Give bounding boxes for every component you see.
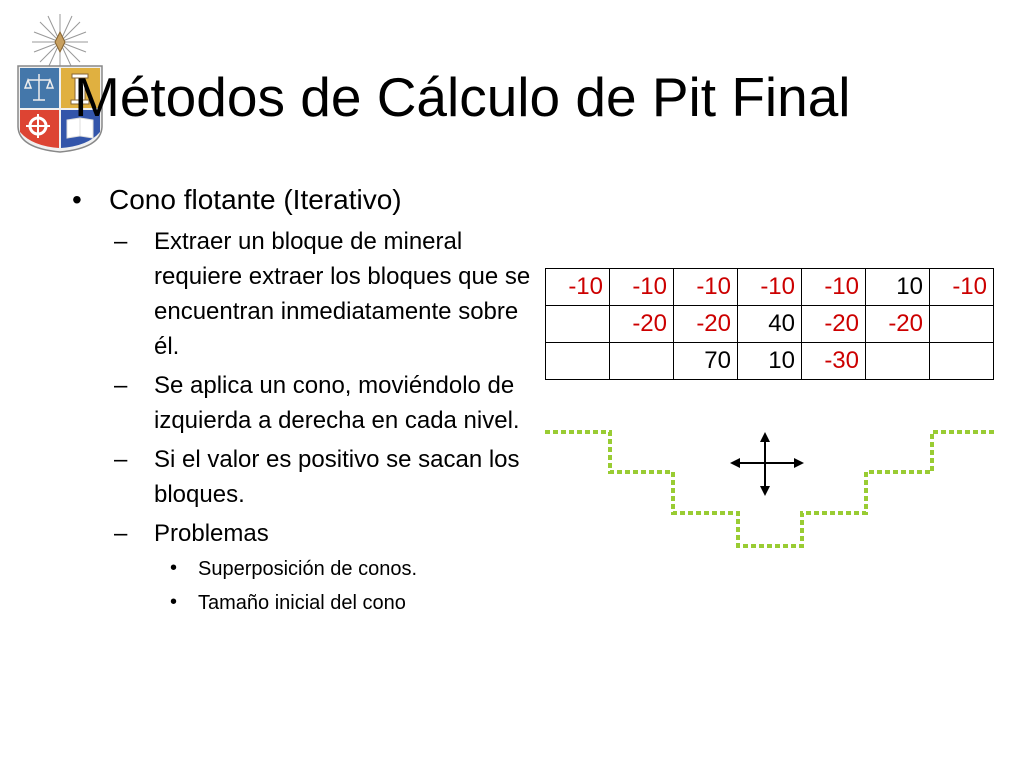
sub-bullet-item [114, 516, 532, 551]
four-direction-arrows-icon [730, 432, 804, 496]
sub-bullet-text: Se aplica un cono, moviéndolo de izquierda a derecha en cada nivel. [154, 372, 520, 434]
sub-bullet-text: Extraer un bloque de mineral requiere extraer los bloques que se encuentran inmediatamente sobre él. [154, 228, 531, 360]
block-cell: -20 [802, 306, 866, 343]
sub-sub-bullet-item [170, 554, 532, 585]
sub-bullet-text: Problemas [154, 520, 269, 547]
block-cell: -20 [610, 306, 674, 343]
block-model-grid [545, 268, 994, 380]
block-cell: -10 [610, 269, 674, 306]
block-cell: -10 [802, 269, 866, 306]
sub-sub-bullet-marker: • [170, 591, 178, 613]
grid-row [546, 306, 994, 343]
block-cell: -30 [802, 343, 866, 380]
block-cell: 10 [866, 269, 930, 306]
floating-cone-diagram [540, 420, 1010, 560]
block-cell: -10 [674, 269, 738, 306]
block-cell: -10 [930, 269, 994, 306]
bullet-list [72, 180, 532, 619]
block-cell: 40 [738, 306, 802, 343]
block-cell [930, 343, 994, 380]
block-cell: -10 [546, 269, 610, 306]
bullet-text: Cono flotante (Iterativo) [109, 184, 402, 215]
sub-bullet-item [114, 442, 532, 512]
block-cell [546, 306, 610, 343]
slide-title: Métodos de Cálculo de Pit Final [74, 66, 851, 128]
bullet-item [72, 180, 532, 220]
sub-bullet-marker: – [114, 228, 128, 255]
block-cell [866, 343, 930, 380]
block-cell: 70 [674, 343, 738, 380]
sub-sub-bullet-text: Superposición de conos. [198, 558, 418, 580]
sub-sub-bullet-text: Tamaño inicial del cono [198, 592, 406, 614]
block-cell: -20 [674, 306, 738, 343]
sub-sub-bullet-marker: • [170, 557, 178, 579]
sub-bullet-item [114, 224, 532, 364]
sub-sub-bullet-item [170, 588, 532, 619]
block-cell: 10 [738, 343, 802, 380]
pit-outline-step [545, 432, 997, 546]
grid-row [546, 343, 994, 380]
bullet-marker: • [72, 184, 82, 215]
block-cell: -20 [866, 306, 930, 343]
grid-row [546, 269, 994, 306]
block-cell [930, 306, 994, 343]
sub-bullet-marker: – [114, 446, 128, 473]
sub-bullet-item [114, 368, 532, 438]
block-cell: -10 [738, 269, 802, 306]
block-cell [546, 343, 610, 380]
block-cell [610, 343, 674, 380]
sub-bullet-marker: – [114, 372, 128, 399]
sub-bullet-marker: – [114, 520, 128, 547]
sub-bullet-text: Si el valor es positivo se sacan los bloques. [154, 446, 520, 508]
